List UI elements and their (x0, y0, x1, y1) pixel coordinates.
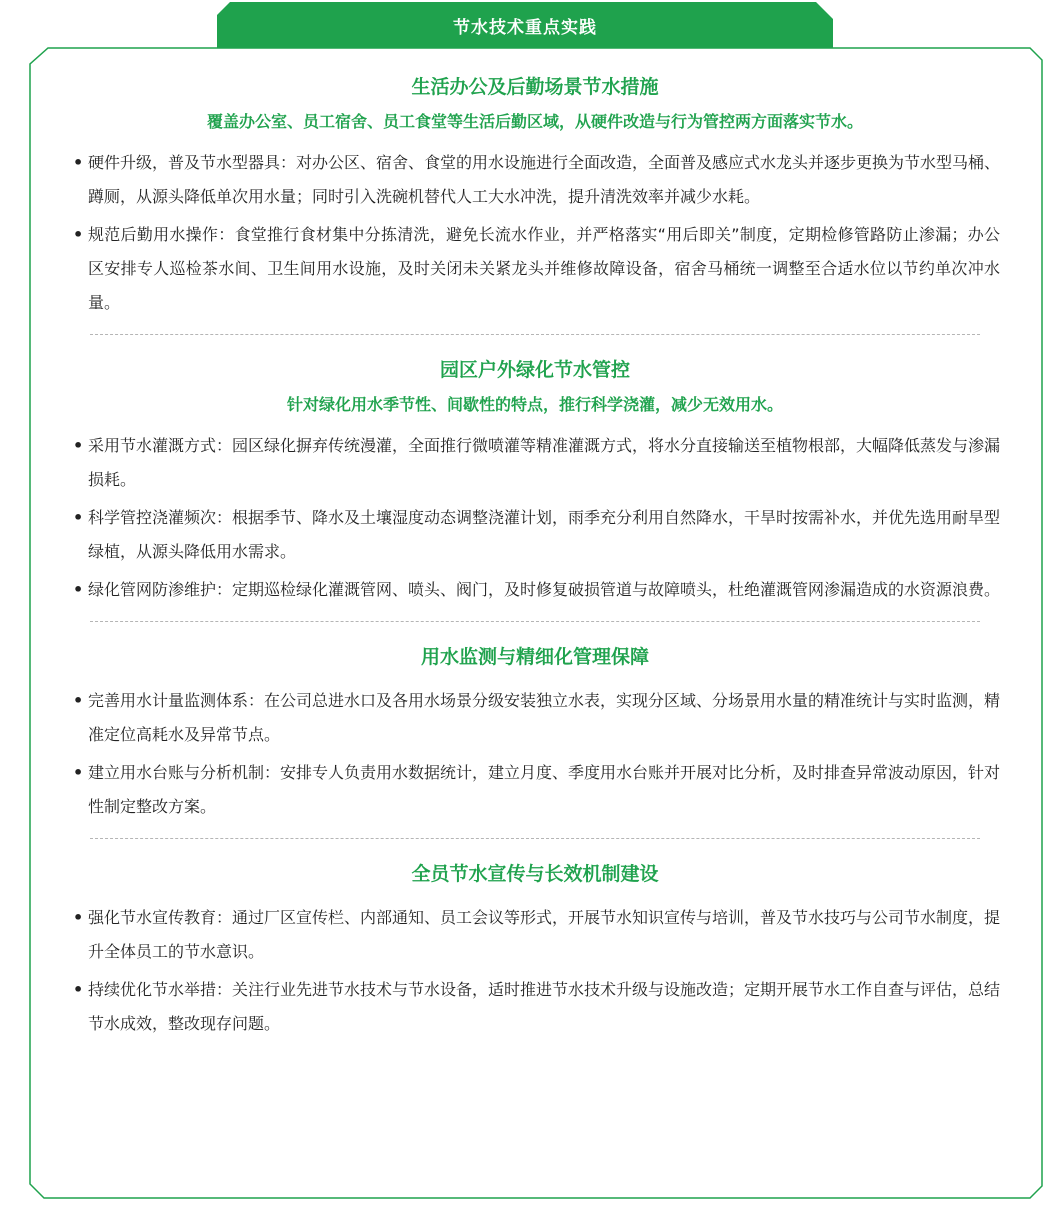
list-item (70, 573, 1000, 607)
bullet-icon: • (73, 225, 84, 244)
bullet-icon: • (73, 436, 84, 455)
list-item-text: 采用节水灌溉方式：园区绿化摒弃传统漫灌，全面推行微喷灌等精准灌溉方式，将水分直接输送至植物根部，大幅降低蒸发与渗漏损耗。 (88, 436, 1001, 489)
section-title: 园区户外绿化节水管控 (439, 359, 630, 381)
divider (90, 621, 980, 622)
list-item (70, 901, 1000, 969)
section-awareness (70, 857, 1000, 1041)
item-list (70, 901, 1000, 1041)
section-outdoor-greening (70, 353, 1000, 607)
list-item (70, 684, 1000, 752)
bullet-icon: • (73, 508, 84, 527)
item-list (70, 684, 1000, 824)
content-area (70, 70, 1000, 1045)
bullet-icon: • (73, 763, 84, 782)
bullet-icon: • (73, 908, 84, 927)
list-item (70, 218, 1000, 320)
bullet-icon: • (73, 580, 84, 599)
section-subtitle: 针对绿化用水季节性、间歇性的特点，推行科学浇灌，减少无效用水。 (286, 395, 783, 414)
list-item (70, 429, 1000, 497)
list-item-text: 硬件升级，普及节水型器具：对办公区、宿舍、食堂的用水设施进行全面改造，全面普及感应式水龙头并逐步更换为节水型马桶、蹲厕，从源头降低单次用水量；同时引入洗碗机替代人工大水冲洗，提升清洗效率并减少水耗。 (88, 153, 1001, 206)
item-list (70, 146, 1000, 320)
list-item-text: 科学管控浇灌频次：根据季节、降水及土壤湿度动态调整浇灌计划，雨季充分利用自然降水，干旱时按需补水，并优先选用耐旱型绿植，从源头降低用水需求。 (88, 508, 1001, 561)
list-item-text: 规范后勤用水操作：食堂推行食材集中分拣清洗，避免长流水作业，并严格落实“用后即关”制度，定期检修管路防止渗漏；办公区安排专人巡检茶水间、卫生间用水设施，及时关闭未关紧龙头并维修故障设备，宿舍马桶统一调整至合适水位以节约单次冲水量。 (88, 225, 1000, 312)
divider (90, 334, 980, 335)
section-office-logistics (70, 70, 1000, 320)
list-item-text: 完善用水计量监测体系：在公司总进水口及各用水场景分级安装独立水表，实现分区域、分场景用水量的精准统计与实时监测，精准定位高耗水及异常节点。 (88, 691, 1001, 744)
list-item (70, 756, 1000, 824)
section-title: 生活办公及后勤场景节水措施 (411, 76, 659, 98)
list-item-text: 绿化管网防渗维护：定期巡检绿化灌溉管网、喷头、阀门，及时修复破损管道与故障喷头，杜绝灌溉管网渗漏造成的水资源浪费。 (88, 580, 1001, 599)
list-item (70, 973, 1000, 1041)
item-list (70, 429, 1000, 607)
list-item-text: 强化节水宣传教育：通过厂区宣传栏、内部通知、员工会议等形式，开展节水知识宣传与培训，普及节水技巧与公司节水制度，提升全体员工的节水意识。 (88, 908, 1001, 961)
section-subtitle: 覆盖办公室、员工宿舍、员工食堂等生活后勤区域，从硬件改造与行为管控两方面落实节水。 (206, 112, 863, 131)
list-item-text: 建立用水台账与分析机制：安排专人负责用水数据统计，建立月度、季度用水台账并开展对比分析，及时排查异常波动原因，针对性制定整改方案。 (88, 763, 1001, 816)
tab-title: 节水技术重点实践 (453, 17, 597, 38)
list-item (70, 146, 1000, 214)
header-tab (217, 2, 833, 48)
bullet-icon: • (73, 691, 84, 710)
section-monitoring (70, 640, 1000, 824)
list-item (70, 501, 1000, 569)
list-item-text: 持续优化节水举措：关注行业先进节水技术与节水设备，适时推进节水技术升级与设施改造；定期开展节水工作自查与评估，总结节水成效，整改现存问题。 (88, 980, 1001, 1033)
section-title: 全员节水宣传与长效机制建设 (411, 863, 659, 885)
bullet-icon: • (73, 980, 84, 999)
section-title: 用水监测与精细化管理保障 (420, 646, 649, 668)
bullet-icon: • (73, 153, 84, 172)
divider (90, 838, 980, 839)
